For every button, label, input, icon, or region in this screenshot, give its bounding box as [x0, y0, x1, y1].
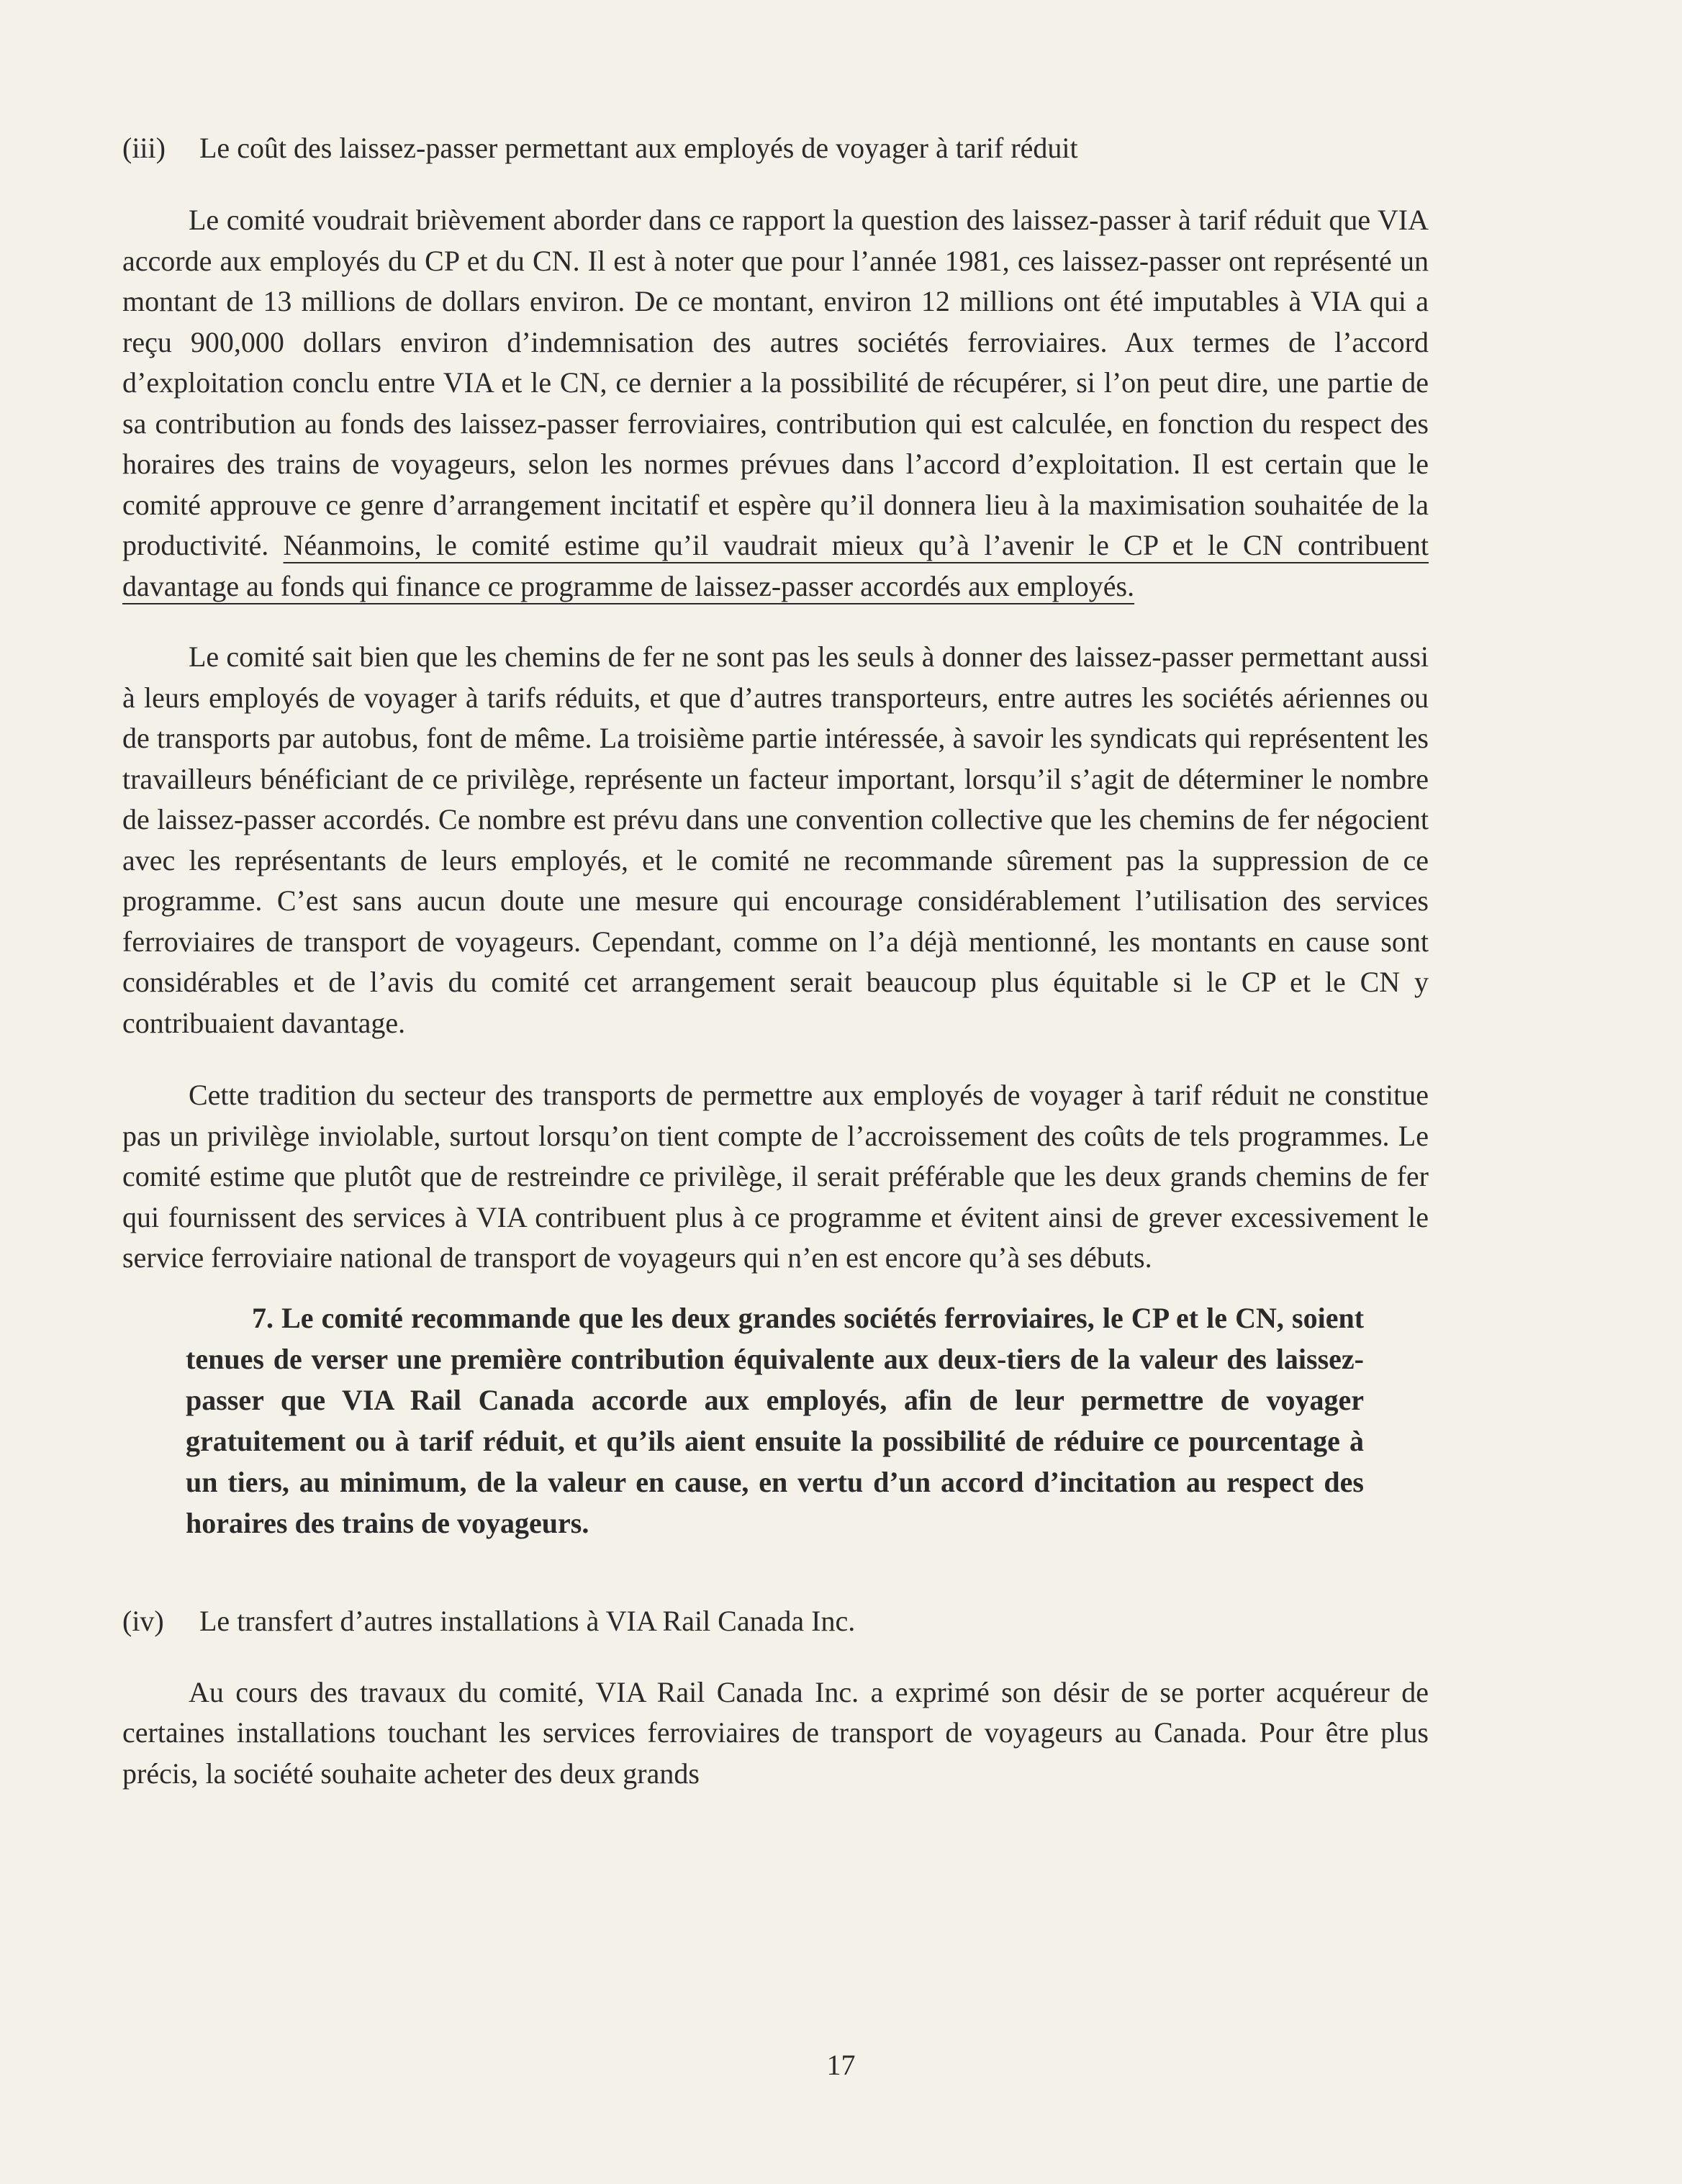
section-number: (iii) — [122, 132, 166, 164]
document-page — [122, 130, 1429, 1794]
paragraph-other-carriers: Le comité sait bien que les chemins de fer ne sont pas les seuls à donner des laissez-passer permettant aussi à leurs employés de voyager à tarifs réduits, et que d’autres transporteurs, entre autres les sociétés aériennes ou de transports par autobus, font de même. La troisième partie intéressée, à savoir les syndicats qui représentent les travailleurs bénéficiant de ce privilège, représente un facteur important, lorsqu’il s’agit de déterminer le nombre de laissez-passer accordés. Ce nombre est prévu dans une convention collective que les chemins de fer négocient avec les représentants de leurs employés, et le comité ne recommande sûrement pas la suppression de ce programme. C’est sans aucun doute une mesure qui encourage considérablement l’utilisation des services ferroviaires de transport de voyageurs. Cependant, comme on l’a déjà mentionné, les montants en cause sont considérables et de l’avis du comité cet arrangement serait beaucoup plus équitable si le CP et le CN y contribuaient davantage. — [122, 640, 1429, 1039]
section-number: (iv) — [122, 1604, 164, 1637]
section-heading-iii — [122, 130, 1429, 167]
recommendation-number: 7. — [252, 1301, 273, 1334]
paragraph-transport-tradition: Cette tradition du secteur des transports de permettre aux employés de voyager à tarif réduit ne constitue pas un privilège inviolable, surtout lorsqu’on tient compte de l’accroissement des coûts de tels programmes. Le comité estime que plutôt que de restreindre ce privilège, il serait préférable que les deux grands chemins de fer qui fournissent des services à VIA contribuent plus à ce programme et évitent ainsi de grever excessivement le service ferroviaire national de transport de voyageurs qui n’en est encore qu’à ses débuts. — [122, 1079, 1429, 1274]
section-title: Le coût des laissez-passer permettant aux employés de voyager à tarif réduit — [199, 132, 1078, 164]
recommendation-7 — [186, 1297, 1364, 1544]
section-title: Le transfert d’autres installations à VIA Rail Canada Inc. — [199, 1604, 856, 1637]
recommendation-text: Le comité recommande que les deux grandes sociétés ferroviaires, le CP et le CN, soient tenues de verser une première contribution équivalente aux deux-tiers de la valeur des laissez-passer que VIA Rail Canada accorde aux employés, afin de leur permettre de voyager gratuitement ou à tarif réduit, et qu’ils aient ensuite la possibilité de réduire ce pourcentage à un tiers, au minimum, de la valeur en cause, en vertu d’un accord d’incitation au respect des horaires des trains de voyageurs. — [186, 1301, 1365, 1539]
underlined-statement: Néanmoins, le comité estime qu’il vaudrait mieux qu’à l’avenir le CP et le CN contribuent davantage au fonds qui finance ce programme de laissez-passer accordés aux employés. — [122, 529, 1429, 602]
paragraph-facility-transfer: Au cours des travaux du comité, VIA Rail Canada Inc. a exprimé son désir de se porter acquéreur de certaines installations touchant les services ferroviaires de transport de voyageurs au Canada. Pour être plus précis, la société souhaite acheter des deux grands — [122, 1675, 1429, 1790]
page-number: 17 — [826, 2049, 856, 2081]
paragraph-text: Le comité voudrait brièvement aborder dans ce rapport la question des laissez-passer à tarif réduit que VIA accorde aux employés du CP et du CN. Il est à noter que pour l’année 1981, ces laissez-passer ont représenté un montant de 13 millions de dollars environ. De ce montant, environ 12 millions ont été imputables à VIA qui a reçu 900,000 dollars environ d’indemnisation des autres sociétés ferroviaires. Aux termes de l’accord d’exploitation conclu entre VIA et le CN, ce dernier a la possibilité de récupérer, si l’on peut dire, une partie de sa contribution au fonds des laissez-passer ferroviaires, contribution qui est calculée, en fonction du respect des horaires des trains de voyageurs, selon les normes prévues dans l’accord d’exploitation. Il est certain que le comité approuve ce genre d’arrangement incitatif et espère qu’il donnera lieu à la maximisation souhaitée de la productivité. — [122, 204, 1429, 561]
paragraph-laissez-passer-cost — [122, 200, 1429, 607]
section-heading-iv — [122, 1603, 1429, 1640]
